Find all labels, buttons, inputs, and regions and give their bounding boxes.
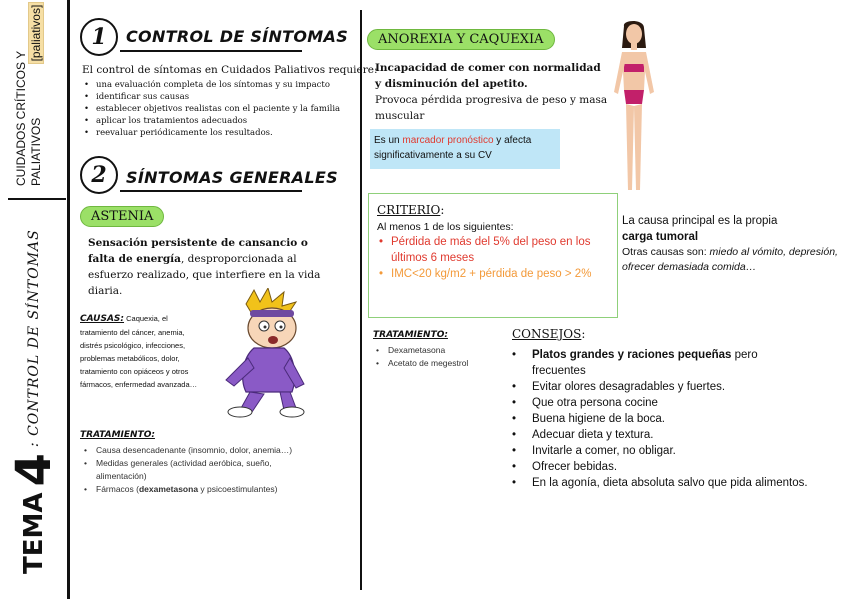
consejos-title: CONSEJOS	[512, 327, 582, 341]
list-item: • identificar sus causas	[82, 91, 362, 103]
list-item: • Dexametasona	[374, 344, 468, 357]
sidebar	[0, 0, 72, 599]
list-item: • Causa desencadenante (insomnio, dolor, anemia…)	[82, 444, 322, 457]
consejos-heading: CONSEJOS:	[512, 327, 586, 341]
farmacos-pre: Fármacos (	[96, 484, 139, 494]
anorexia-pill: ANOREXIA Y CAQUEXIA	[367, 29, 555, 50]
subject-line-1: CUIDADOS CRÍTICOS Y	[14, 50, 28, 186]
criterio-box	[368, 193, 618, 318]
causas-label: CAUSAS:	[80, 314, 125, 324]
subject-badge: [paliativos]	[28, 2, 44, 65]
list-item: • Evitar olores desagradables y fuertes.	[510, 379, 810, 395]
anorexia-tratamiento-label: TRATAMIENTO:	[373, 330, 448, 340]
section2-title: SÍNTOMAS GENERALES	[126, 168, 338, 187]
farmacos-bold: dexametasona	[138, 484, 199, 494]
tema-subtitle: : CONTROL DE SÍNTOMAS	[26, 229, 42, 448]
tema-number: 4	[6, 453, 62, 487]
list-item: • IMC<20 kg/m2 + pérdida de peso > 2%	[377, 266, 609, 282]
section2-underline	[120, 190, 302, 192]
tema-heading	[6, 229, 62, 574]
astenia-def-bold: Sensación persistente de cansancio o falta de energía	[88, 237, 308, 265]
list-item	[82, 483, 322, 496]
criterio-intro: Al menos 1 de los siguientes:	[377, 221, 514, 233]
marker-pre: Es un	[374, 135, 403, 146]
astenia-tratamiento-label: TRATAMIENTO:	[80, 430, 155, 440]
cause-text	[622, 213, 844, 275]
list-item: • Invitarle a comer, no obligar.	[510, 443, 810, 459]
farmacos-post: y psicoestimulantes)	[198, 484, 278, 494]
list-item: • Medidas generales (actividad aeróbica, sueño, alimentación)	[82, 457, 322, 483]
list-item: • Buena higiene de la boca.	[510, 411, 810, 427]
anorexia-def-bold: Incapacidad de comer con normalidad y disminución del apetito.	[375, 62, 601, 90]
anorexia-def-rest: Provoca pérdida progresiva de peso y masa muscular	[375, 94, 608, 122]
cause-others-pre: Otras causas son:	[622, 246, 710, 258]
subject-line-2	[28, 2, 44, 186]
consejos-first-rest: pero frecuentes	[532, 349, 758, 377]
sidebar-border	[67, 0, 70, 599]
cause-others-italic: miedo al vómito, depresión, ofrecer demasiada comida…	[622, 246, 838, 273]
marker-box	[370, 129, 560, 169]
consejos-first-bold: Platos grandes y raciones pequeñas	[532, 349, 732, 361]
section1-title: CONTROL DE SÍNTOMAS	[126, 27, 349, 46]
subject-line-2-text: PALIATIVOS	[29, 117, 43, 186]
list-item: • Que otra persona cocine	[510, 395, 810, 411]
astenia-causas	[80, 312, 206, 391]
criterio-heading: CRITERIO:	[377, 203, 445, 217]
causas-text: Caquexia, el tratamiento del cáncer, anemia, distrés psicológico, infecciones, problemas metabólicos, dolor, tratamiento con opiáceos y otros fármacos, enfermedad avanzada…	[80, 314, 198, 389]
list-item: • reevaluar periódicamente los resultados.	[82, 127, 362, 139]
astenia-tratamiento-list	[82, 444, 322, 496]
consejos-list	[510, 347, 810, 491]
list-item: • aplicar los tratamientos adecuados	[82, 115, 362, 127]
cause-others	[622, 245, 844, 275]
cause-bold: carga tumoral	[622, 231, 699, 243]
section1-number: 1	[80, 18, 118, 56]
list-item: • Pérdida de más del 5% del peso en los últimos 6 meses	[377, 234, 609, 266]
list-item: • Acetato de megestrol	[374, 357, 468, 370]
list-item: • una evaluación completa de los síntomas y su impacto	[82, 79, 362, 91]
list-item: • En la agonía, dieta absoluta salvo que pida alimentos.	[510, 475, 810, 491]
tired-person-illustration	[206, 288, 326, 420]
cause-line-1: La causa principal es la propia	[622, 215, 778, 227]
list-item: • Adecuar dieta y textura.	[510, 427, 810, 443]
list-item: • Ofrecer bebidas.	[510, 459, 810, 475]
list-item	[510, 347, 810, 379]
astenia-def-rest: , desproporcionada al esfuerzo realizado, que interfiere en la vida diaria.	[88, 253, 321, 297]
anorexia-definition	[375, 60, 610, 124]
criterio-list	[377, 234, 609, 282]
subject-label	[14, 2, 44, 186]
marker-red: marcador pronóstico	[402, 135, 494, 146]
section1-underline	[120, 50, 302, 52]
section1-list	[82, 79, 362, 139]
section1-intro: El control de síntomas en Cuidados Paliativos requiere:	[82, 64, 378, 76]
astenia-pill: ASTENIA	[80, 206, 164, 227]
thin-woman-illustration	[604, 18, 664, 196]
marker-post: y afecta significativamente a su CV	[374, 135, 532, 161]
list-item: • establecer objetivos realistas con el paciente y la familia	[82, 103, 362, 115]
criterio-title: CRITERIO	[377, 203, 441, 217]
section2-number: 2	[80, 156, 118, 194]
sidebar-divider	[8, 198, 66, 200]
tema-label: TEMA	[19, 492, 49, 574]
anorexia-tratamiento-list	[374, 344, 468, 370]
